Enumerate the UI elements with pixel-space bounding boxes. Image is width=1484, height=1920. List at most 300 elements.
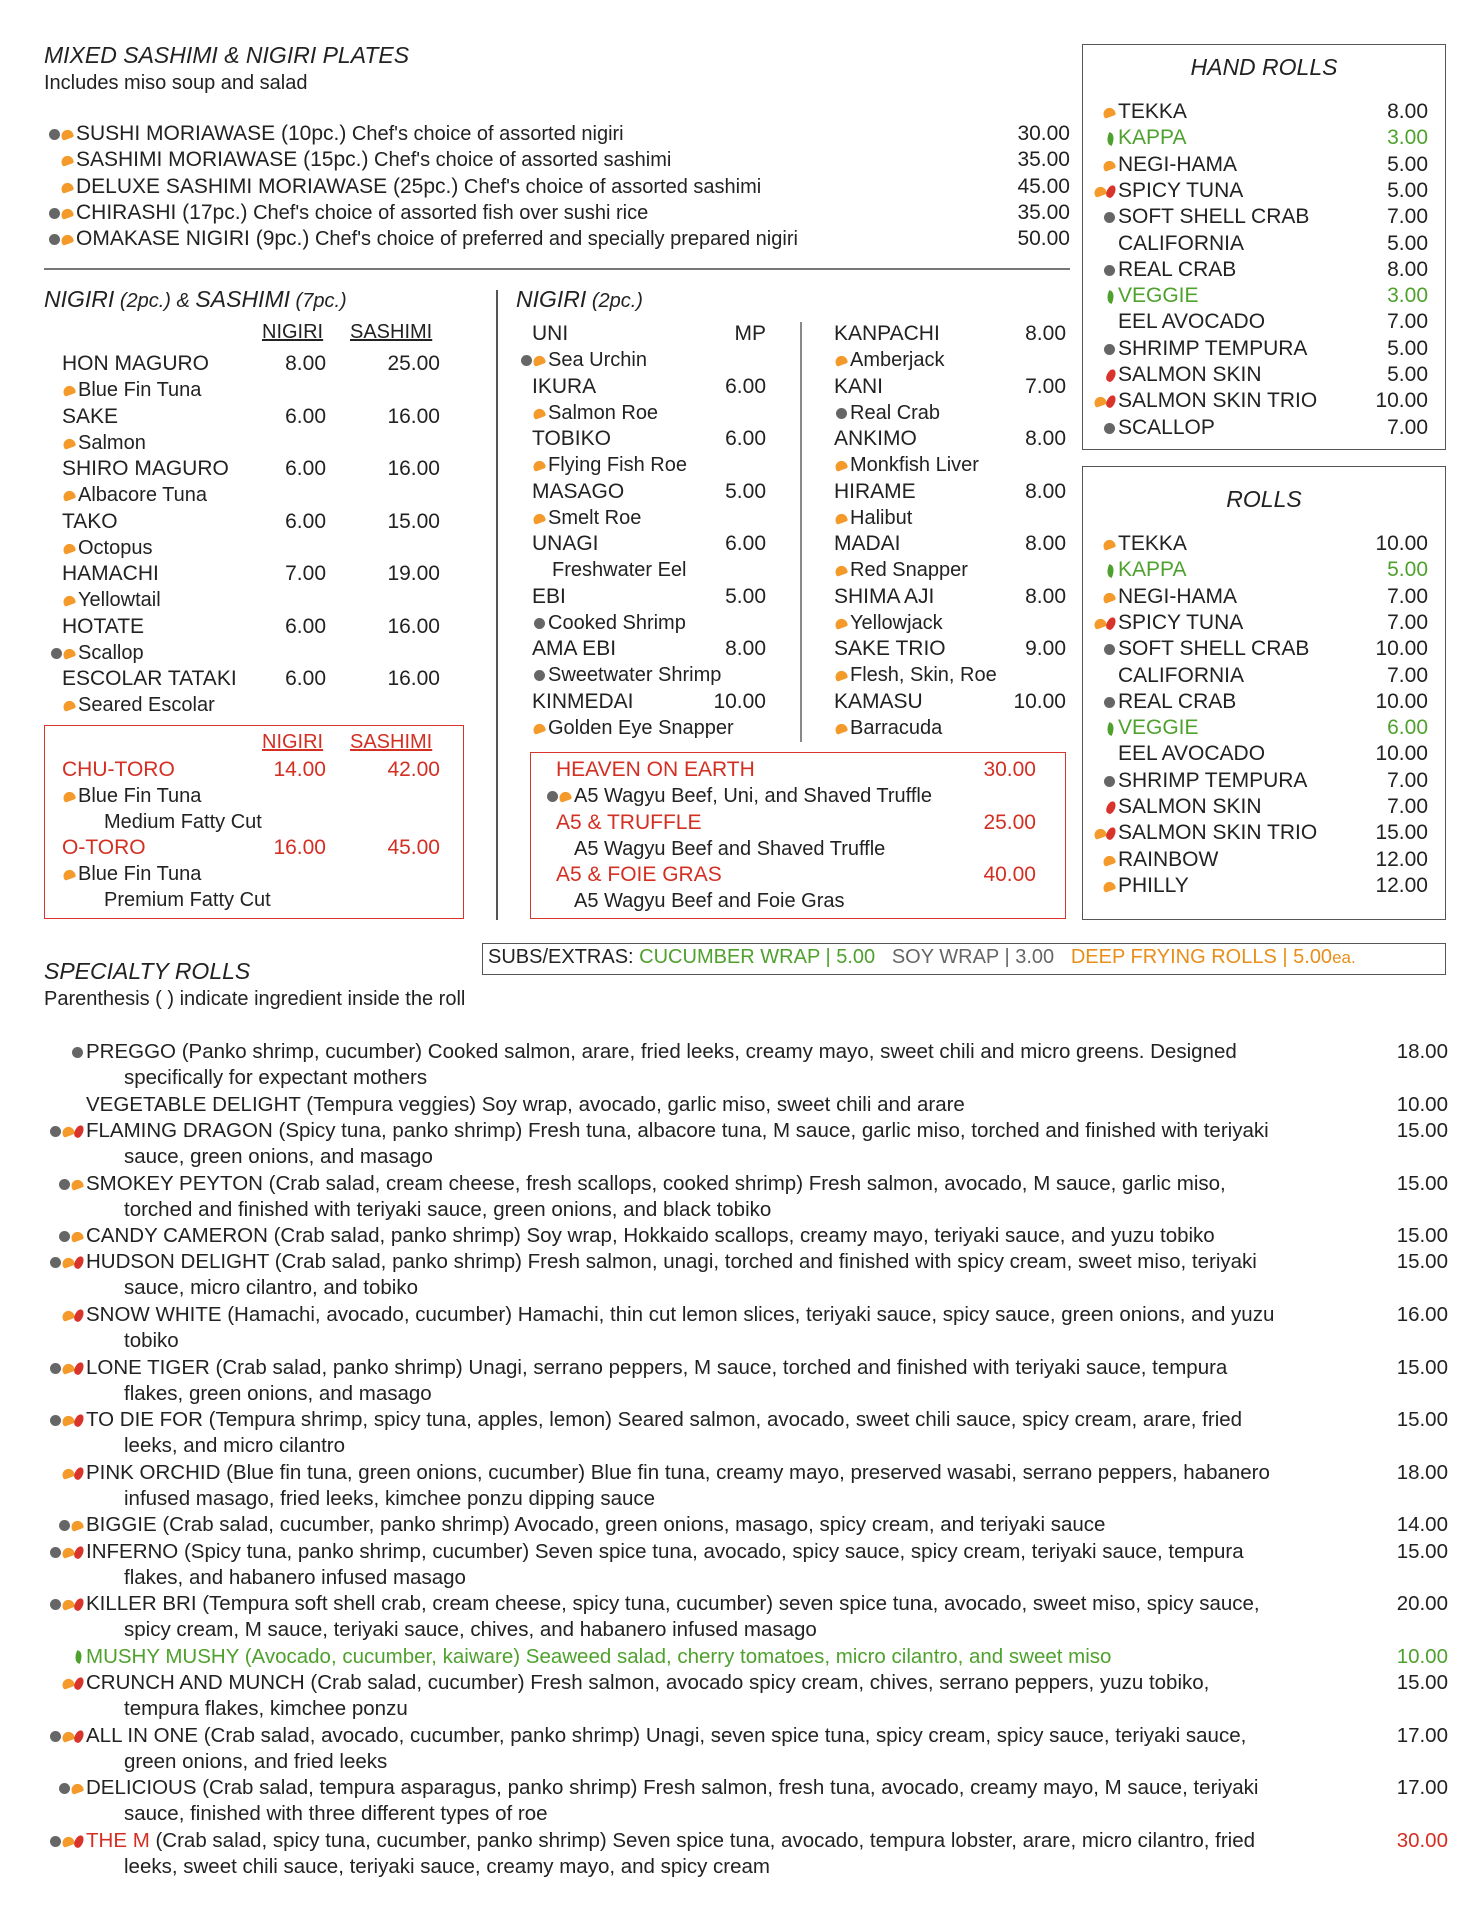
premium-sashimi-price: 45.00 [387, 836, 440, 859]
specialty-item-desc: (Tempura veggies) Soy wrap, avocado, garlic miso, sweet chili and arare [300, 1092, 965, 1116]
nigiri2-item-name: MASAGO [532, 479, 625, 503]
specialty-item [40, 1591, 1370, 1643]
specialty-item-price: 30.00 [1396, 1829, 1448, 1852]
spicy-icon [73, 1466, 86, 1481]
nigiri2-item-sub: Sea Urchin [520, 347, 647, 373]
cooked-icon [1104, 644, 1115, 655]
vegetarian-icon [1105, 290, 1116, 304]
wagyu-item-price: 30.00 [983, 758, 1036, 781]
roll-item: SPICY TUNA [1088, 178, 1243, 204]
roll-item: SOFT SHELL CRAB [1088, 204, 1309, 230]
spicy-icon [73, 1676, 86, 1691]
subs-extras: SUBS/EXTRAS: CUCUMBER WRAP | 5.00 SOY WRAP | 3.00 DEEP FRYING ROLLS | 5.00ea. [488, 946, 1356, 968]
raw-fish-icon [532, 512, 546, 525]
specialty-item-desc: (Crab salad, avocado, cucumber, panko shrimp) Unagi, seven spice tuna, spicy cream, spicy sauce, teriyaki sauce, [198, 1723, 1247, 1747]
specialty-item-desc: (Hamachi, avocado, cucumber) Hamachi, thin cut lemon slices, teriyaki sauce, spicy sauce, green onions, and yuzu [221, 1303, 1275, 1326]
specialty-item-name: THE M [86, 1829, 150, 1852]
roll-item: SALMON SKIN [1088, 794, 1262, 820]
ns-item-nigiri-price: 6.00 [285, 509, 326, 533]
raw-fish-icon [62, 384, 76, 397]
ns-item-name: HAMACHI [62, 562, 159, 585]
roll-item-price: 10.00 [1375, 637, 1428, 661]
raw-fish-icon [1102, 854, 1116, 867]
specialty-item-desc: (Tempura soft shell crab, cream cheese, spicy tuna, cucumber) seven spice tuna, avocado, sweet miso, spicy sauce, [196, 1592, 1260, 1616]
specialty-item-name: VEGETABLE DELIGHT [86, 1092, 301, 1116]
mixed-title: MIXED SASHIMI & NIGIRI PLATES [44, 42, 410, 68]
raw-fish-icon [1102, 880, 1116, 893]
cooked-icon [534, 670, 545, 681]
nigiri2-item-price: 5.00 [725, 584, 766, 608]
mixed-item: CHIRASHI (17pc.) Chef's choice of assorted fish over sushi rice [36, 200, 648, 226]
nigiri2-item-sub: Golden Eye Snapper [532, 715, 734, 741]
roll-item: SHRIMP TEMPURA [1088, 768, 1307, 794]
specialty-item-price: 15.00 [1396, 1671, 1448, 1695]
cooked-icon [1104, 697, 1115, 708]
specialty-item-desc: (Crab salad, tempura asparagus, panko shrimp) Fresh salmon, fresh tuna, avocado, creamy mayo, M sauce, teriyaki [196, 1776, 1259, 1800]
raw-fish-icon [62, 790, 76, 803]
nigiri2-item-sub: Real Crab [834, 400, 940, 426]
wagyu-item-name: A5 & TRUFFLE [556, 810, 702, 834]
premium-nigiri-price: 16.00 [273, 836, 326, 859]
roll-item-price: 5.00 [1387, 178, 1428, 202]
ns-col-sashimi: SASHIMI [350, 321, 433, 343]
raw-fish-icon [62, 647, 76, 660]
roll-item-price: 12.00 [1375, 873, 1428, 897]
roll-item-price: 5.00 [1387, 152, 1428, 176]
hand-rolls-title: HAND ROLLS [1190, 54, 1338, 80]
raw-fish-icon [70, 1230, 84, 1243]
nigiri2-item-price: MP [734, 322, 766, 345]
roll-item: NEGI-HAMA [1088, 152, 1237, 178]
specialty-item [40, 1539, 1370, 1591]
specialty-item-desc: (Crab salad, cream cheese, fresh scallops, cooked shrimp) Fresh salmon, avocado, M sauce, garlic miso, [262, 1171, 1226, 1195]
nigiri2-item-sub: Red Snapper [834, 557, 968, 583]
specialty-item-name: DELICIOUS [86, 1776, 197, 1800]
premium-nigiri-price: 14.00 [273, 758, 326, 781]
specialty-item-desc-cont: spicy cream, M sauce, teriyaki sauce, chives, and habanero infused masago [124, 1618, 817, 1642]
ns-item-sashimi-price: 16.00 [387, 404, 440, 428]
roll-item-price: 7.00 [1387, 205, 1428, 229]
roll-item: SOFT SHELL CRAB [1088, 636, 1309, 662]
specialty-item-desc: (Crab salad, panko shrimp) Fresh salmon, unagi, torched and finished with spicy cream, sweet miso, teriyaki [269, 1250, 1257, 1274]
specialty-item-name: INFERNO [86, 1539, 179, 1563]
roll-item-price: 12.00 [1375, 847, 1428, 871]
nigiri2-item-name: KANPACHI [834, 322, 940, 345]
raw-fish-icon [1093, 395, 1107, 408]
specialty-item-desc: (Blue fin tuna, green onions, cucumber) Blue fin tuna, creamy mayo, preserved wasabi, serrano peppers, habanero [220, 1460, 1270, 1484]
subs-cucumber: CUCUMBER WRAP | 5.00 [639, 946, 876, 968]
cooked-icon [50, 1126, 61, 1137]
raw-fish-icon [61, 1546, 75, 1559]
premium-col-nigiri: NIGIRI [262, 731, 324, 753]
mixed-item: DELUXE SASHIMI MORIAWASE (25pc.) Chef's choice of assorted sashimi [36, 174, 761, 200]
ns-item-sashimi-price: 16.00 [387, 667, 440, 690]
wagyu-item-price: 25.00 [983, 810, 1036, 834]
specialty-item-price: 15.00 [1396, 1539, 1448, 1563]
roll-item: VEGGIE [1088, 715, 1199, 741]
mixed-item-price: 30.00 [1017, 122, 1070, 145]
specialty-item [40, 1644, 1370, 1670]
raw-fish-icon [1102, 159, 1116, 172]
specialty-item-desc: (Crab salad, panko shrimp) Soy wrap, Hokkaido scallops, creamy mayo, teriyaki sauce, and yuzu tobiko [267, 1224, 1215, 1248]
nigiri2-item-sub: Amberjack [834, 347, 944, 373]
vegetarian-icon [73, 1651, 84, 1665]
roll-item-price: 8.00 [1387, 100, 1428, 123]
specialty-item-desc-cont: tempura flakes, kimchee ponzu [124, 1697, 408, 1721]
specialty-item-name: PINK ORCHID [86, 1460, 221, 1484]
roll-item-price: 5.00 [1387, 336, 1428, 360]
spicy-icon [1105, 184, 1118, 199]
cooked-icon [50, 1363, 61, 1374]
cooked-icon [534, 618, 545, 629]
specialty-item-name: LONE TIGER [86, 1355, 210, 1379]
raw-fish-icon [1093, 185, 1107, 198]
specialty-item-desc: (Crab salad, panko shrimp) Unagi, serrano peppers, M sauce, torched and finished with teriyaki sauce, tempura [209, 1355, 1228, 1379]
vegetarian-icon [1105, 722, 1116, 736]
ns-item-name: HOTATE [62, 614, 145, 638]
nigiri2-item-name: AMA EBI [532, 637, 617, 660]
raw-fish-icon [60, 233, 74, 246]
vegetarian-icon [1105, 132, 1116, 146]
specialty-item-name: FLAMING DRAGON [86, 1118, 273, 1142]
raw-fish-icon [62, 868, 76, 881]
roll-item: VEGGIE [1088, 283, 1199, 309]
raw-fish-icon [62, 542, 76, 555]
roll-item: PHILLY [1088, 873, 1189, 899]
ns-item-sub: Scallop [50, 640, 144, 666]
specialty-item [40, 1512, 1370, 1538]
roll-item-price: 7.00 [1387, 415, 1428, 439]
ns-item-name: HON MAGURO [62, 352, 209, 375]
nigiri2-item-price: 8.00 [725, 637, 766, 660]
raw-fish-icon [60, 207, 74, 220]
cooked-icon [50, 1599, 61, 1610]
cooked-icon [1104, 265, 1115, 276]
specialty-item-desc: (Crab salad, cucumber) Fresh salmon, avocado spicy cream, chives, serrano peppers, yuzu tobiko, [304, 1671, 1210, 1695]
roll-item-price: 7.00 [1387, 768, 1428, 792]
spicy-icon [1105, 616, 1118, 631]
mixed-item-price: 50.00 [1017, 227, 1070, 251]
raw-fish-icon [62, 594, 76, 607]
specialty-item [40, 1355, 1370, 1407]
mixed-item: SASHIMI MORIAWASE (15pc.) Chef's choice of assorted sashimi [36, 147, 671, 173]
premium-sashimi-price: 42.00 [387, 758, 440, 781]
raw-fish-icon [61, 1599, 75, 1612]
raw-fish-icon [61, 1467, 75, 1480]
roll-item: KAPPA [1088, 557, 1186, 583]
nigiri2-item-sub: Flying Fish Roe [532, 452, 687, 478]
raw-fish-icon [1102, 591, 1116, 604]
nigiri2-item-sub: Cooked Shrimp [532, 610, 686, 636]
specialty-item-name: SNOW WHITE [86, 1303, 222, 1326]
specialty-item-name: TO DIE FOR [86, 1408, 203, 1432]
nigiri2-item-sub: Flesh, Skin, Roe [834, 662, 997, 688]
nigiri2-title: NIGIRI (2pc.) [516, 286, 643, 312]
ns-item-sashimi-price: 16.00 [387, 614, 440, 638]
specialty-item-desc-cont: sauce, green onions, and masago [124, 1144, 433, 1168]
roll-item: CALIFORNIA [1118, 231, 1245, 255]
cooked-icon [49, 129, 60, 140]
nigiri2-item-sub: Monkfish Liver [834, 452, 979, 478]
spicy-icon [1105, 394, 1118, 409]
roll-item-price: 5.00 [1387, 558, 1428, 582]
specialty-item-desc: (Crab salad, cucumber, panko shrimp) Avocado, green onions, masago, spicy cream, and teriyaki sauce [156, 1513, 1106, 1537]
raw-fish-icon [834, 459, 848, 472]
raw-fish-icon [1102, 106, 1116, 119]
wagyu-item-name: A5 & FOIE GRAS [556, 863, 722, 886]
ns-item-sub: Blue Fin Tuna [62, 377, 201, 403]
raw-fish-icon [61, 1309, 75, 1322]
ns-item-sashimi-price: 19.00 [387, 562, 440, 585]
premium-col-sashimi: SASHIMI [350, 731, 433, 753]
specialty-item-name: KILLER BRI [86, 1592, 197, 1616]
mixed-subtitle: Includes miso soup and salad [44, 72, 308, 94]
roll-item-price: 3.00 [1387, 284, 1428, 308]
premium-item-name: CHU-TORO [62, 758, 175, 781]
roll-item-price: 7.00 [1387, 584, 1428, 608]
cooked-icon [59, 1231, 70, 1242]
specialty-item-desc: (Tempura shrimp, spicy tuna, apples, lemon) Seared salmon, avocado, sweet chili sauce, spicy cream, arare, fried [202, 1408, 1243, 1432]
roll-item-price: 6.00 [1387, 716, 1428, 740]
nigiri2-item-name: SHIMA AJI [834, 584, 935, 608]
ns-item-nigiri-price: 6.00 [285, 667, 326, 690]
specialty-item-desc-cont: tobiko [124, 1329, 179, 1352]
cooked-icon [49, 208, 60, 219]
specialty-item-desc-cont: flakes, and habanero infused masago [124, 1565, 466, 1589]
nigiri2-item-price: 8.00 [1025, 427, 1066, 450]
raw-fish-icon [60, 128, 74, 141]
wagyu-item-name: HEAVEN ON EARTH [556, 758, 755, 781]
specialty-item-name: HUDSON DELIGHT [86, 1250, 270, 1274]
specialty-item-price: 15.00 [1396, 1224, 1448, 1248]
nigiri2-item-sub: Halibut [834, 505, 912, 531]
ns-item-nigiri-price: 8.00 [285, 352, 326, 375]
raw-fish-icon [532, 354, 546, 367]
specialty-item [40, 1460, 1370, 1512]
roll-item: CALIFORNIA [1118, 663, 1245, 687]
nigiri2-item-price: 7.00 [1025, 374, 1066, 398]
nigiri2-item-sub: Smelt Roe [532, 505, 641, 531]
cooked-icon [59, 1520, 70, 1531]
nigiri2-item-name: KAMASU [834, 689, 923, 713]
specialty-item-desc-cont: flakes, green onions, and masago [124, 1381, 432, 1405]
roll-item: EEL AVOCADO [1118, 742, 1266, 766]
premium-item-cut: Premium Fatty Cut [104, 889, 271, 911]
raw-fish-icon [61, 1730, 75, 1743]
nigiri2-item-price: 6.00 [725, 374, 766, 398]
roll-item-price: 7.00 [1387, 310, 1428, 334]
nigiri2-item-price: 6.00 [725, 532, 766, 555]
raw-fish-icon [558, 790, 572, 803]
specialty-item [40, 1407, 1370, 1459]
wagyu-item-sub: A5 Wagyu Beef and Foie Gras [574, 890, 845, 912]
specialty-item-price: 17.00 [1396, 1776, 1448, 1800]
specialty-item-price: 15.00 [1396, 1355, 1448, 1379]
specialty-item [40, 1302, 1370, 1354]
nigiri2-item-price: 8.00 [1025, 479, 1066, 503]
specialty-item-desc-cont: specifically for expectant mothers [124, 1066, 428, 1089]
roll-item: KAPPA [1088, 125, 1186, 151]
subs-label: SUBS/EXTRAS: [488, 946, 634, 968]
nigiri2-item-sub: Sweetwater Shrimp [532, 662, 721, 688]
specialty-item-name: ALL IN ONE [86, 1723, 199, 1747]
roll-item-price: 3.00 [1387, 126, 1428, 150]
raw-fish-icon [532, 459, 546, 472]
cooked-icon [50, 1547, 61, 1558]
cooked-icon [1104, 423, 1115, 434]
cooked-icon [547, 791, 558, 802]
specialty-item-price: 18.00 [1396, 1040, 1448, 1063]
ns-item-nigiri-price: 6.00 [285, 457, 326, 480]
raw-fish-icon [61, 1835, 75, 1848]
specialty-item-desc-cont: leeks, and micro cilantro [124, 1434, 346, 1458]
cooked-icon [1104, 344, 1115, 355]
rolls-title: ROLLS [1226, 486, 1302, 512]
premium-item-sub: Blue Fin Tuna [62, 861, 201, 887]
specialty-item-price: 17.00 [1396, 1723, 1448, 1747]
roll-item-price: 7.00 [1387, 663, 1428, 687]
nigiri2-item-sub: Salmon Roe [532, 400, 658, 426]
specialty-item [40, 1171, 1370, 1223]
roll-item: SALMON SKIN [1088, 362, 1262, 388]
mixed-item: OMAKASE NIGIRI (9pc.) Chef's choice of preferred and specially prepared nigiri [36, 226, 798, 252]
wagyu-item-sub: A5 Wagyu Beef, Uni, and Shaved Truffle [542, 783, 932, 809]
spicy-icon [73, 1361, 86, 1376]
specialty-item-name: MUSHY MUSHY [86, 1644, 240, 1668]
roll-item-price: 7.00 [1387, 795, 1428, 818]
roll-item-price: 10.00 [1375, 742, 1428, 766]
cooked-icon [50, 1257, 61, 1268]
raw-fish-icon [834, 722, 848, 735]
roll-item: SCALLOP [1088, 415, 1215, 441]
mixed-item-price: 35.00 [1017, 148, 1070, 172]
raw-fish-icon [61, 1362, 75, 1375]
specialty-item-desc: (Crab salad, spicy tuna, cucumber, panko shrimp) Seven spice tuna, avocado, tempura lobster, arare, micro cilantro, fried [149, 1829, 1256, 1852]
roll-item: SHRIMP TEMPURA [1088, 336, 1307, 362]
mixed-item-price: 35.00 [1017, 200, 1070, 224]
raw-fish-icon [834, 564, 848, 577]
wagyu-item-price: 40.00 [983, 863, 1036, 886]
wagyu-item-sub: A5 Wagyu Beef and Shaved Truffle [574, 837, 886, 860]
ns-item-nigiri-price: 7.00 [285, 562, 326, 585]
roll-item: REAL CRAB [1088, 257, 1236, 283]
raw-fish-icon [61, 1125, 75, 1138]
raw-fish-icon [834, 617, 848, 630]
specialty-title: SPECIALTY ROLLS [44, 958, 251, 984]
cooked-icon [49, 234, 60, 245]
premium-item-cut: Medium Fatty Cut [104, 811, 262, 833]
roll-item: EEL AVOCADO [1118, 310, 1266, 334]
raw-fish-icon [60, 181, 74, 194]
nigiri2-item-price: 5.00 [725, 479, 766, 503]
specialty-item-desc: (Panko shrimp, cucumber) Cooked salmon, arare, fried leeks, creamy mayo, sweet chili and micro greens. Designed [176, 1040, 1237, 1063]
raw-fish-icon [60, 154, 74, 167]
specialty-item-desc-cont: sauce, finished with three different types of roe [124, 1802, 548, 1826]
nigiri2-item-price: 6.00 [725, 427, 766, 450]
raw-fish-icon [70, 1783, 84, 1796]
ns-item-name: SHIRO MAGURO [62, 457, 229, 480]
roll-item: SPICY TUNA [1088, 610, 1243, 636]
specialty-item-desc-cont: leeks, sweet chili sauce, teriyaki sauce, creamy mayo, and spicy cream [124, 1855, 771, 1878]
roll-item-price: 10.00 [1375, 389, 1428, 413]
nigiri2-item-name: KANI [834, 374, 884, 398]
nigiri2-item-name: KINMEDAI [532, 689, 634, 713]
nigiri2-item-name: ANKIMO [834, 427, 917, 450]
specialty-item-desc: (Spicy tuna, panko shrimp, cucumber) Seven spice tuna, avocado, spicy sauce, spicy cream, teriyaki sauce, tempura [178, 1539, 1244, 1563]
nigiri2-item-sub: Freshwater Eel [552, 559, 687, 581]
spicy-icon [73, 1124, 86, 1139]
nigiri2-item-sub: Barracuda [834, 715, 942, 741]
raw-fish-icon [62, 699, 76, 712]
raw-fish-icon [61, 1257, 75, 1270]
roll-item-price: 15.00 [1375, 821, 1428, 845]
nigiri2-item-name: EBI [532, 584, 566, 608]
specialty-item [40, 1670, 1370, 1722]
specialty-item-price: 16.00 [1396, 1303, 1448, 1326]
premium-item-sub: Blue Fin Tuna [62, 783, 201, 809]
cooked-icon [50, 1836, 61, 1847]
specialty-item [40, 1775, 1370, 1827]
specialty-item [40, 1723, 1370, 1775]
raw-fish-icon [62, 489, 76, 502]
ns-item-sashimi-price: 25.00 [387, 352, 440, 375]
raw-fish-icon [61, 1677, 75, 1690]
premium-item-name: O-TORO [62, 836, 146, 859]
raw-fish-icon [61, 1414, 75, 1427]
specialty-item-desc-cont: sauce, micro cilantro, and tobiko [124, 1276, 418, 1300]
specialty-item-price: 15.00 [1396, 1250, 1448, 1274]
specialty-item-desc-cont: green onions, and fried leeks [124, 1749, 388, 1773]
nigiri2-item-name: MADAI [834, 532, 901, 555]
raw-fish-icon [1102, 538, 1116, 551]
roll-item: TEKKA [1088, 531, 1187, 557]
specialty-item-name: CRUNCH AND MUNCH [86, 1671, 305, 1695]
specialty-item-desc-cont: infused masago, fried leeks, kimchee ponzu dipping sauce [124, 1486, 656, 1510]
specialty-item-price: 10.00 [1396, 1644, 1448, 1668]
raw-fish-icon [834, 669, 848, 682]
raw-fish-icon [70, 1520, 84, 1533]
nigiri2-item-name: UNI [532, 322, 569, 345]
raw-fish-icon [1093, 617, 1107, 630]
specialty-item-price: 14.00 [1396, 1513, 1448, 1537]
cooked-icon [51, 648, 62, 659]
cooked-icon [72, 1047, 83, 1058]
raw-fish-icon [62, 437, 76, 450]
nigiri2-item-price: 10.00 [713, 689, 766, 713]
spicy-icon [73, 1255, 86, 1270]
cooked-icon [1104, 776, 1115, 787]
ns-item-sashimi-price: 16.00 [387, 457, 440, 480]
ns-col-nigiri: NIGIRI [262, 321, 324, 343]
specialty-item-desc: (Avocado, cucumber, kaiware) Seaweed salad, cherry tomatoes, micro cilantro, and sweet miso [239, 1644, 1112, 1668]
nigiri2-item-sub: Yellowjack [834, 610, 943, 636]
specialty-item-price: 15.00 [1396, 1408, 1448, 1432]
raw-fish-icon [1093, 827, 1107, 840]
spicy-icon [73, 1729, 86, 1744]
nigiri2-item-name: TOBIKO [532, 427, 611, 450]
spicy-icon [73, 1834, 86, 1849]
mixed-item: SUSHI MORIAWASE (10pc.) Chef's choice of assorted nigiri [36, 121, 624, 147]
cooked-icon [50, 1415, 61, 1426]
specialty-item-name: BIGGIE [86, 1513, 157, 1537]
ns-item-sub: Salmon [62, 430, 146, 456]
roll-item: RAINBOW [1088, 847, 1218, 873]
nigiri2-item-price: 8.00 [1025, 322, 1066, 345]
nigiri2-item-price: 10.00 [1013, 689, 1066, 713]
roll-item: NEGI-HAMA [1088, 584, 1237, 610]
raw-fish-icon [834, 512, 848, 525]
roll-item: REAL CRAB [1088, 689, 1236, 715]
